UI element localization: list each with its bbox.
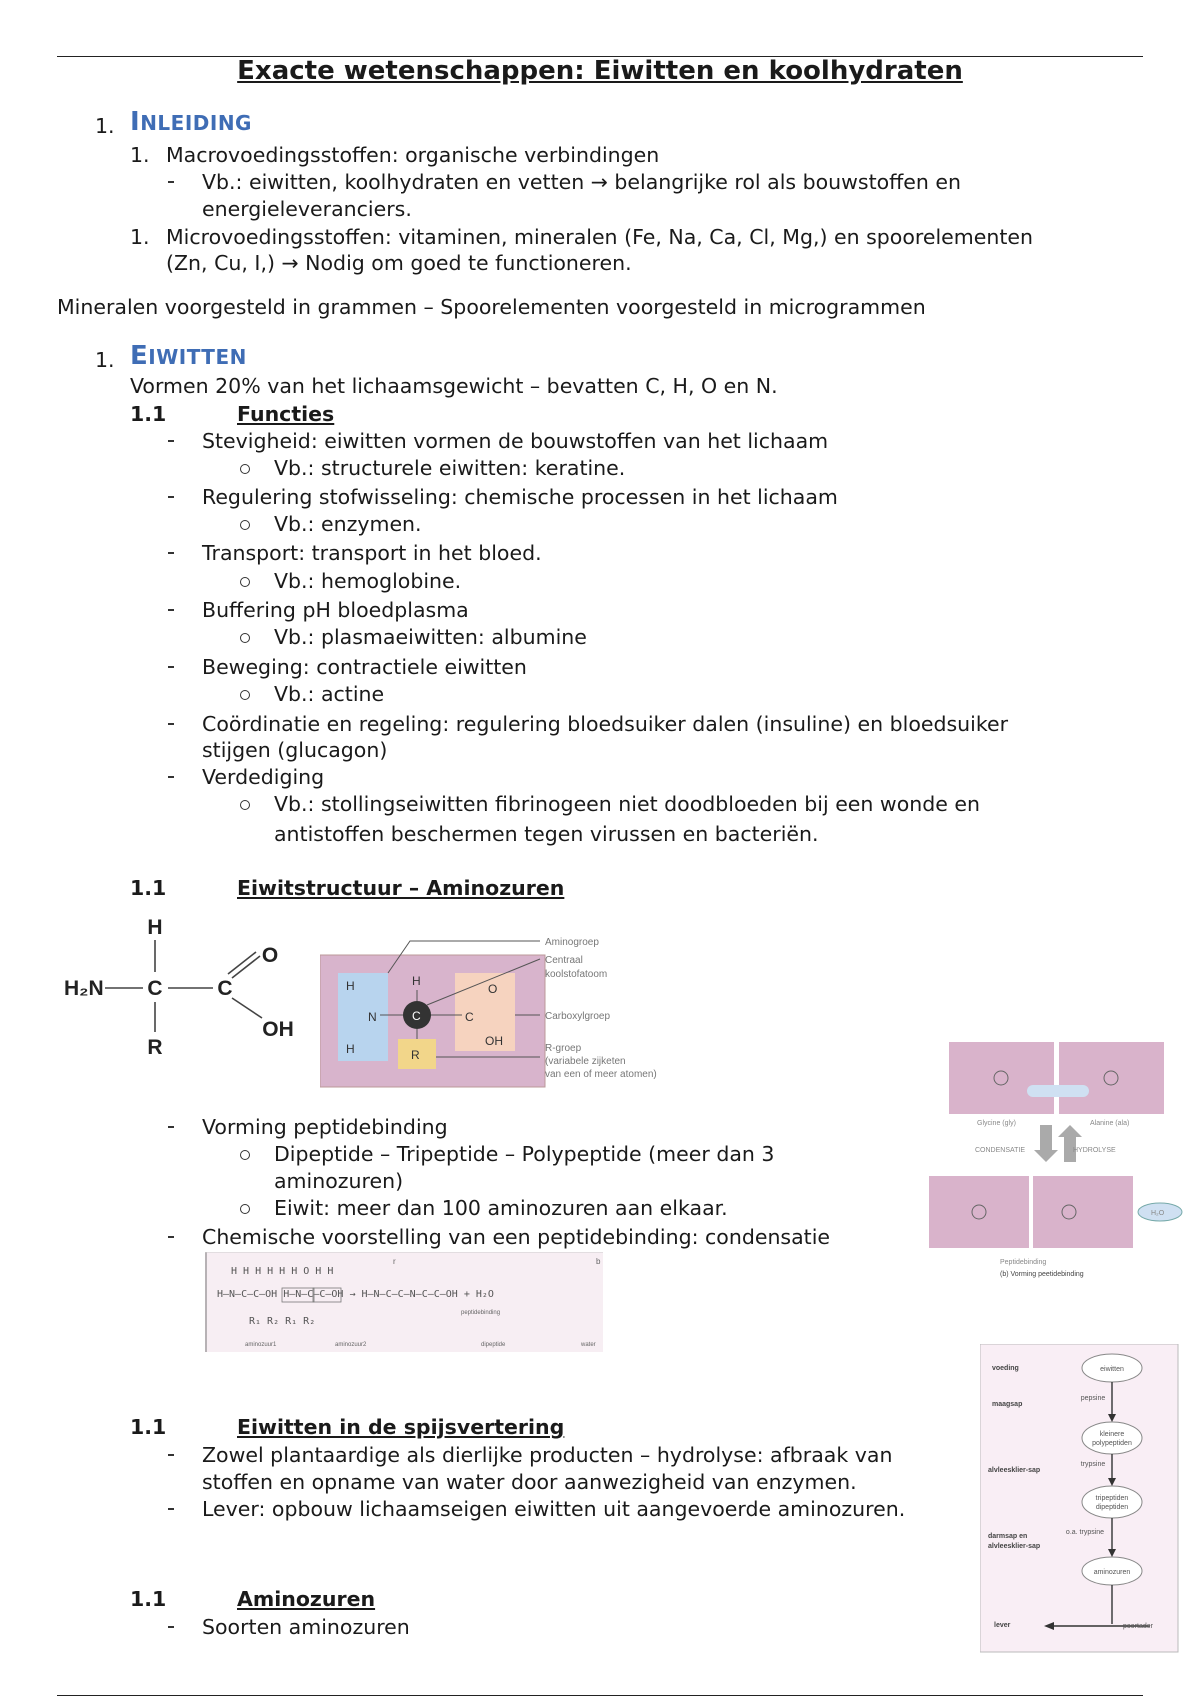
dash-bullet xyxy=(168,1126,174,1128)
list-item-cont: (Zn, Cu, I,) → Nodig om goed te functioneren. xyxy=(166,251,632,275)
circle-bullet xyxy=(240,800,250,810)
svg-text:water: water xyxy=(581,1342,596,1348)
svg-text:trypsine: trypsine xyxy=(1080,1461,1106,1468)
digestion-item: Lever: opbouw lichaamseigen eiwitten uit aangevoerde aminozuren. xyxy=(202,1497,906,1521)
section-heading-eiwitten: EIWITTEN xyxy=(130,341,247,371)
svg-text:Glycine (gly): Glycine (gly) xyxy=(977,1120,1016,1127)
svg-text:lever: lever xyxy=(994,1622,1011,1629)
circle-bullet xyxy=(240,464,250,474)
section-number: 1. xyxy=(95,348,115,372)
dash-bullet xyxy=(168,1508,174,1510)
digestion-item: Zowel plantaardige als dierlijke producten – hydrolyse: afbraak van xyxy=(202,1443,893,1467)
svg-text:C: C xyxy=(217,977,233,1000)
svg-text:C: C xyxy=(465,1010,474,1024)
svg-text:R: R xyxy=(411,1048,420,1062)
dash-bullet xyxy=(168,1454,174,1456)
function-example: Vb.: structurele eiwitten: keratine. xyxy=(274,456,626,480)
svg-text:maagsap: maagsap xyxy=(992,1401,1023,1408)
svg-text:R-groep: R-groep xyxy=(545,1043,582,1054)
svg-text:Centraal: Centraal xyxy=(545,955,583,966)
subheading-spijsvertering: 1.1 Eiwitten in de spijsvertering xyxy=(130,1415,565,1439)
svg-text:H₂N: H₂N xyxy=(64,977,104,1000)
dash-bullet xyxy=(168,776,174,778)
svg-text:Carboxylgroep: Carboxylgroep xyxy=(545,1011,611,1022)
list-subitem: Vb.: eiwitten, koolhydraten en vetten → belangrijke rol als bouwstoffen en xyxy=(202,170,962,194)
svg-text:van een of meer atomen): van een of meer atomen) xyxy=(545,1069,657,1080)
digestion-flow-figure xyxy=(980,1344,1180,1654)
aminoacids-item: Soorten aminozuren xyxy=(202,1615,410,1639)
function-item: Beweging: contractiele eiwitten xyxy=(202,655,527,679)
svg-text:aminozuren: aminozuren xyxy=(1093,1569,1131,1576)
svg-text:H: H xyxy=(346,1042,355,1056)
condensation-figure xyxy=(925,1040,1195,1285)
function-example: Vb.: enzymen. xyxy=(274,512,422,536)
svg-text:(variabele zijketen: (variabele zijketen xyxy=(545,1056,626,1067)
svg-text:r: r xyxy=(393,1257,396,1266)
list-number: 1. xyxy=(130,143,150,167)
subheading-aminozuren: 1.1 Aminozuren xyxy=(130,1587,376,1611)
svg-text:R: R xyxy=(147,1036,163,1059)
svg-text:kleinere: kleinere xyxy=(1099,1431,1125,1438)
function-example: Vb.: stollingseiwitten fibrinogeen niet doodbloeden bij een wonde en xyxy=(274,792,980,816)
structure-subitem-cont: aminozuren) xyxy=(274,1169,404,1193)
function-item: Regulering stofwisseling: chemische processen in het lichaam xyxy=(202,485,838,509)
bottom-rule xyxy=(57,1695,1143,1696)
svg-text:R₁ R₂ R₁: R₁ R₂ R₁ R₂ xyxy=(249,1316,316,1327)
svg-text:dipeptiden: dipeptiden xyxy=(1095,1504,1129,1511)
peptide-reaction-figure xyxy=(205,1252,605,1354)
list-subitem-cont: energieleveranciers. xyxy=(202,197,412,221)
svg-text:tripeptiden: tripeptiden xyxy=(1095,1495,1129,1502)
circle-bullet xyxy=(240,633,250,643)
list-item: Macrovoedingsstoffen: organische verbindingen xyxy=(166,143,660,167)
svg-text:b: b xyxy=(596,1257,601,1266)
structure-subitem: Dipeptide – Tripeptide – Polypeptide (meer dan 3 xyxy=(274,1142,775,1166)
svg-text:alvleesklier-sap: alvleesklier-sap xyxy=(988,1543,1041,1550)
dash-bullet xyxy=(168,181,174,183)
list-item: Microvoedingsstoffen: vitaminen, mineralen (Fe, Na, Ca, Cl, Mg,) en spoorelementen xyxy=(166,225,1034,249)
svg-text:C: C xyxy=(147,977,163,1000)
section-number: 1. xyxy=(95,114,115,138)
digestion-item-cont: stoffen en opname van water door aanwezigheid van enzymen. xyxy=(202,1470,857,1494)
svg-text:dipeptide: dipeptide xyxy=(481,1342,506,1348)
svg-text:N: N xyxy=(368,1010,377,1024)
function-example: Vb.: plasmaeiwitten: albumine xyxy=(274,625,587,649)
svg-text:HYDROLYSE: HYDROLYSE xyxy=(1073,1147,1116,1154)
page-title: Exacte wetenschappen: Eiwitten en koolhydraten xyxy=(237,56,963,86)
svg-text:pepsine: pepsine xyxy=(1080,1395,1106,1402)
circle-bullet xyxy=(240,520,250,530)
dash-bullet xyxy=(168,609,174,611)
dash-bullet xyxy=(168,552,174,554)
svg-text:C: C xyxy=(412,1009,421,1023)
function-item: Transport: transport in het bloed. xyxy=(202,541,542,565)
function-example-cont: antistoffen beschermen tegen virussen en bacteriën. xyxy=(274,822,819,846)
dash-bullet xyxy=(168,1236,174,1238)
circle-bullet xyxy=(240,1150,250,1160)
svg-text:H₂O: H₂O xyxy=(1151,1210,1165,1217)
structure-subitem: Eiwit: meer dan 100 aminozuren aan elkaar. xyxy=(274,1196,728,1220)
function-item-cont: stijgen (glucagon) xyxy=(202,738,388,762)
svg-text:aminozuur2: aminozuur2 xyxy=(335,1342,367,1348)
dash-bullet xyxy=(168,440,174,442)
structure-item: Vorming peptidebinding xyxy=(202,1115,448,1139)
svg-text:koolstofatoom: koolstofatoom xyxy=(545,969,608,980)
function-item: Buffering pH bloedplasma xyxy=(202,598,469,622)
svg-text:CONDENSATIE: CONDENSATIE xyxy=(975,1147,1026,1154)
section-intro: Vormen 20% van het lichaamsgewicht – bevatten C, H, O en N. xyxy=(130,374,778,398)
dash-bullet xyxy=(168,1626,174,1628)
svg-text:darmsap en: darmsap en xyxy=(988,1533,1028,1540)
function-example: Vb.: hemoglobine. xyxy=(274,569,462,593)
svg-text:H: H xyxy=(346,979,355,993)
note-text: Mineralen voorgesteld in grammen – Spoorelementen voorgesteld in microgrammen xyxy=(57,295,926,319)
function-item: Coördinatie en regeling: regulering bloedsuiker dalen (insuline) en bloedsuiker xyxy=(202,712,1009,736)
svg-text:peptidebinding: peptidebinding xyxy=(461,1310,501,1316)
svg-text:aminozuur1: aminozuur1 xyxy=(245,1342,277,1348)
circle-bullet xyxy=(240,577,250,587)
svg-text:H: H xyxy=(412,974,421,988)
svg-text:polypeptiden: polypeptiden xyxy=(1092,1440,1132,1447)
svg-text:o.a. trypsine: o.a. trypsine xyxy=(1065,1529,1105,1536)
svg-text:H H H H H H: H H H H H H O H H xyxy=(231,1266,334,1277)
svg-text:poortader: poortader xyxy=(1123,1623,1153,1630)
amino-acid-diagram xyxy=(320,935,700,1095)
svg-text:voeding: voeding xyxy=(992,1365,1019,1372)
circle-bullet xyxy=(240,690,250,700)
svg-text:alvleesklier-sap: alvleesklier-sap xyxy=(988,1467,1041,1474)
structure-item: Chemische voorstelling van een peptidebinding: condensatie xyxy=(202,1225,831,1249)
svg-text:Alanine (ala): Alanine (ala) xyxy=(1090,1120,1130,1127)
svg-text:H: H xyxy=(147,916,163,939)
dash-bullet xyxy=(168,496,174,498)
function-example: Vb.: actine xyxy=(274,682,385,706)
svg-text:O: O xyxy=(261,944,279,967)
svg-text:Peptidebinding: Peptidebinding xyxy=(1000,1259,1047,1266)
svg-text:Aminogroep: Aminogroep xyxy=(545,937,599,948)
dash-bullet xyxy=(168,723,174,725)
subheading-eiwitstructuur: 1.1 Eiwitstructuur – Aminozuren xyxy=(130,876,565,900)
svg-text:O: O xyxy=(488,982,498,996)
dash-bullet xyxy=(168,666,174,668)
svg-text:OH: OH xyxy=(262,1018,294,1041)
function-item: Verdediging xyxy=(202,765,325,789)
subheading-functies: 1.1 Functies xyxy=(130,402,335,426)
function-item: Stevigheid: eiwitten vormen de bouwstoffen van het lichaam xyxy=(202,429,829,453)
list-number: 1. xyxy=(130,225,150,249)
svg-text:eiwitten: eiwitten xyxy=(1100,1366,1124,1373)
section-heading-inleiding: INLEIDING xyxy=(130,107,252,137)
svg-text:(b) Vorming peetidebinding: (b) Vorming peetidebinding xyxy=(1000,1271,1084,1278)
amino-acid-formula xyxy=(60,912,310,1062)
svg-text:H–N–C–C–OH H–N–C–C–OH → H–N–C: H–N–C–C–OH H–N–C–C–OH → H–N–C–C–N–C–C–OH + H₂O xyxy=(217,1289,494,1300)
svg-text:OH: OH xyxy=(485,1034,503,1048)
circle-bullet xyxy=(240,1204,250,1214)
